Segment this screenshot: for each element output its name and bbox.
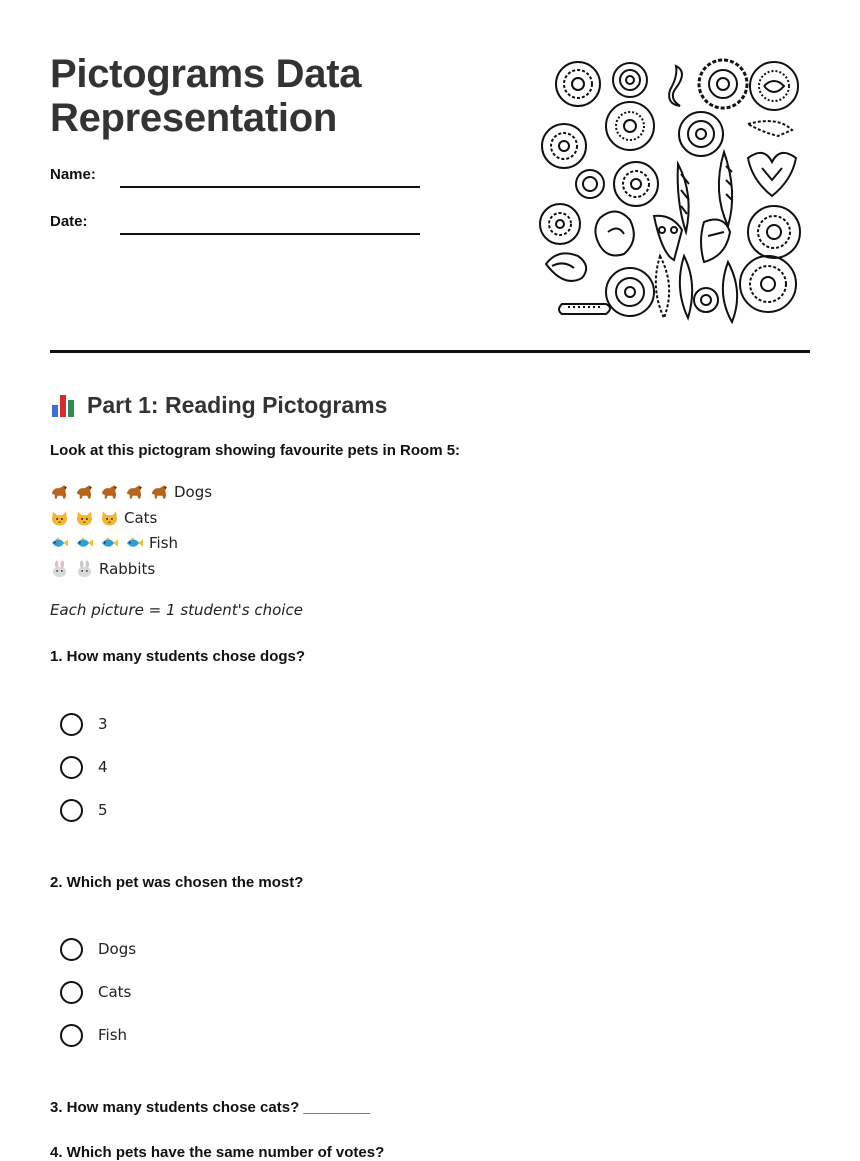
- radio-button[interactable]: [60, 981, 83, 1004]
- header-divider: [50, 350, 810, 353]
- cat-icon: [75, 509, 94, 527]
- dog-icon: [150, 483, 169, 501]
- bar-chart-icon: [50, 392, 76, 418]
- rabbit-icon: [75, 560, 94, 578]
- spiral-9: [614, 162, 658, 206]
- option-label: Fish: [98, 1026, 128, 1044]
- cat-icons: [50, 509, 119, 527]
- spiral-11: [748, 206, 800, 258]
- question-3: 3. How many students chose cats? ________: [50, 1099, 371, 1116]
- fish-icon: [75, 534, 94, 552]
- spiral-7: [679, 112, 723, 156]
- option-label: 5: [98, 801, 108, 819]
- cat-icon: [100, 509, 119, 527]
- rabbit-icons: [50, 560, 94, 578]
- date-line[interactable]: [120, 233, 420, 235]
- question-2: 2. Which pet was chosen the most?: [50, 874, 304, 891]
- dog-icon: [75, 483, 94, 501]
- pictogram-row-rabbits: [50, 558, 155, 580]
- date-label: Date:: [50, 213, 88, 230]
- worksheet-title: Pictograms Data Representation: [50, 52, 362, 140]
- pictogram-label: Dogs: [174, 483, 213, 501]
- q1-option-b[interactable]: [60, 755, 108, 779]
- pictogram-row-dogs: [50, 481, 212, 503]
- radio-button[interactable]: [60, 799, 83, 822]
- spiral-2: [613, 63, 647, 97]
- spiral-1: [556, 62, 600, 106]
- section-heading-text: Part 1: Reading Pictograms: [87, 391, 388, 418]
- dog-icon: [125, 483, 144, 501]
- spiral-13: [694, 288, 718, 312]
- spiral-14: [740, 256, 796, 312]
- q2-option-a[interactable]: [60, 937, 136, 961]
- fish-icon: [100, 534, 119, 552]
- option-label: Cats: [98, 983, 132, 1001]
- section-heading-part1: [50, 390, 387, 420]
- spiral-8: [576, 170, 604, 198]
- dog-icon: [100, 483, 119, 501]
- radio-button[interactable]: [60, 756, 83, 779]
- pictogram-label: Fish: [149, 534, 179, 552]
- name-line[interactable]: [120, 186, 420, 188]
- radio-button[interactable]: [60, 713, 83, 736]
- spiral-10: [540, 204, 580, 244]
- rabbit-icon: [50, 560, 69, 578]
- q1-option-c[interactable]: [60, 798, 108, 822]
- pictogram-key: Each picture = 1 student's choice: [50, 601, 303, 619]
- spiral-3: [699, 60, 747, 108]
- cat-icon: [50, 509, 69, 527]
- option-label: 4: [98, 758, 108, 776]
- spiral-6: [606, 102, 654, 150]
- spiral-12: [606, 268, 654, 316]
- pictogram-label: Rabbits: [99, 560, 156, 578]
- pictogram-row-fish: [50, 532, 178, 554]
- dog-icon: [50, 483, 69, 501]
- q2-option-c[interactable]: [60, 1023, 127, 1047]
- radio-button[interactable]: [60, 1024, 83, 1047]
- maori-pattern-illustration: [538, 56, 804, 324]
- option-label: Dogs: [98, 940, 137, 958]
- instruction-text: Look at this pictogram showing favourite pets in Room 5:: [50, 442, 461, 459]
- fish-icons: [50, 534, 144, 552]
- pictogram-label: Cats: [124, 509, 158, 527]
- fish-icon: [125, 534, 144, 552]
- fish-icon: [50, 534, 69, 552]
- name-label: Name:: [50, 166, 96, 183]
- q1-option-a[interactable]: [60, 712, 108, 736]
- spiral-5: [542, 124, 586, 168]
- pictogram-row-cats: [50, 507, 157, 529]
- radio-button[interactable]: [60, 938, 83, 961]
- question-1: 1. How many students chose dogs?: [50, 648, 306, 665]
- q2-option-b[interactable]: [60, 980, 131, 1004]
- dog-icons: [50, 483, 169, 501]
- spiral-4: [750, 62, 798, 110]
- question-4: 4. Which pets have the same number of votes?: [50, 1144, 385, 1161]
- option-label: 3: [98, 715, 108, 733]
